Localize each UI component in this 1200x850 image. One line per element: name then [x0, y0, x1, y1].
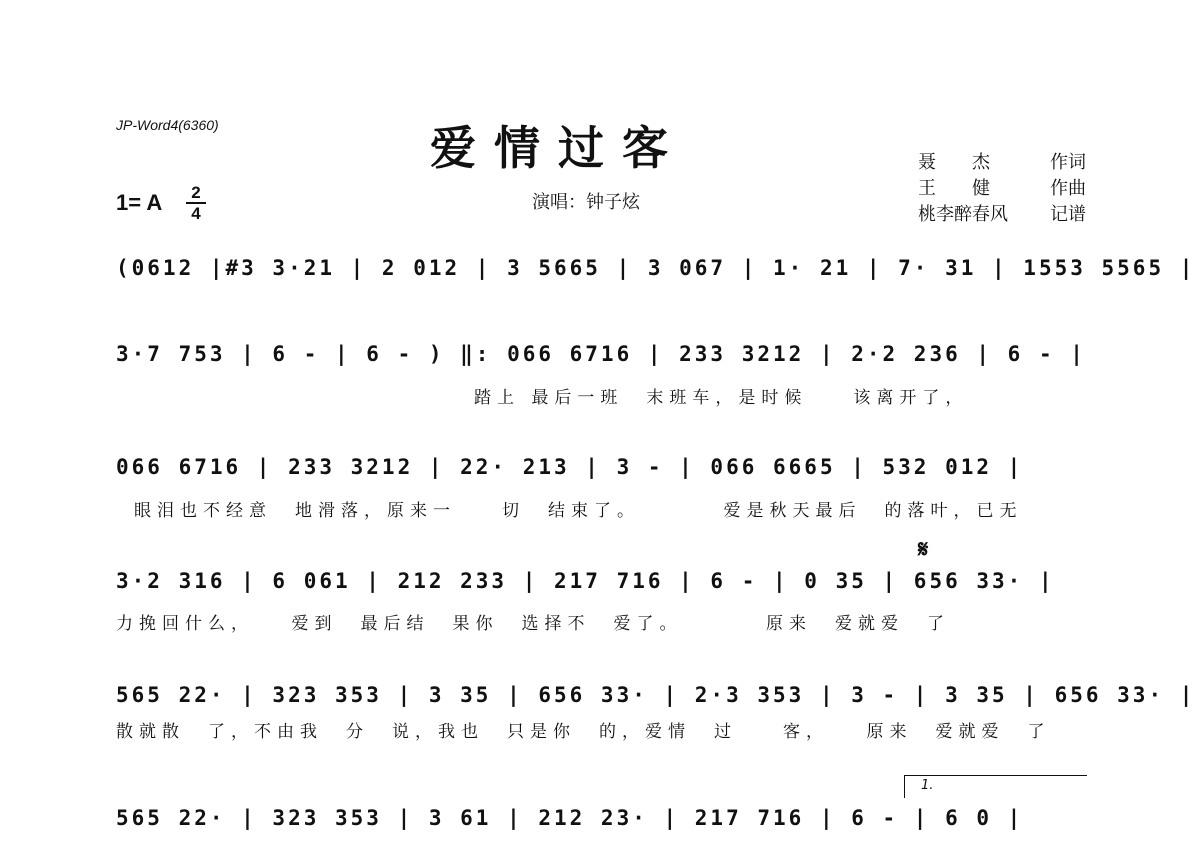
staff-notation-6: 565 22· | 323 353 | 3 61 | 212 23· | 217 716 | 6 - | 6 0 | [116, 806, 1024, 830]
credit-composer [918, 176, 1086, 202]
credit-lyricist [918, 150, 1086, 176]
staff-notation-2: 3·7 753 | 6 - | 6 - ) ‖: 066 6716 | 233 3212 | 2·2 236 | 6 - | [116, 342, 1086, 366]
credit-name: 王 健 [918, 178, 990, 199]
volta-label: 1. [921, 778, 934, 793]
staff-notation-3: 066 6716 | 233 3212 | 22· 213 | 3 - | 066 6665 | 532 012 | [116, 455, 1024, 479]
credit-role: 记谱 [1050, 204, 1086, 225]
time-sig-bottom: 4 [191, 204, 201, 223]
software-label: JP-Word4(6360) [116, 117, 219, 133]
credit-role: 作曲 [1050, 178, 1086, 199]
key-signature: 1= A [116, 190, 163, 215]
lyrics-line-2: 踏上 最后一班 末班车，是时候 该离开了， [474, 388, 969, 408]
lyrics-line-5: 散就散 了，不由我 分 说，我也 只是你 的，爱情 过 客， 原来 爱就爱 了 [116, 722, 1051, 742]
lyrics-line-3: 眼泪也不经意 地滑落，原来一 切 结束了。 爱是秋天最后 的落叶，已无 [134, 501, 1023, 521]
credit-role: 作词 [1050, 152, 1086, 173]
staff-notation-5: 565 22· | 323 353 | 3 35 | 656 33· | 2·3 353 | 3 - | 3 35 | 656 33· | [116, 683, 1196, 707]
time-signature [186, 184, 206, 222]
volta-bracket [904, 775, 1087, 798]
credits [918, 150, 1086, 228]
credit-transcriber [918, 202, 1086, 228]
staff-notation-4: 3·2 316 | 6 061 | 212 233 | 217 716 | 6 - | 0 35 | 656 33· | [116, 569, 1055, 593]
segno-icon: 𝄋 [918, 535, 929, 563]
credit-name: 聂 杰 [918, 152, 990, 173]
time-sig-top: 2 [191, 183, 201, 202]
singer-line: 演唱：钟子炫 [532, 192, 640, 213]
credit-name: 桃李醉春风 [918, 204, 1008, 225]
lyrics-line-4: 力挽回什么， 爱到 最后结 果你 选择不 爱了。 原来 爱就爱 了 [116, 614, 950, 634]
staff-notation-1: (0612 |#3 3·21 | 2 012 | 3 5665 | 3 067 | 1· 21 | 7· 31 | 1553 5565 | [116, 256, 1196, 280]
song-title: 爱情过客 [430, 121, 686, 175]
